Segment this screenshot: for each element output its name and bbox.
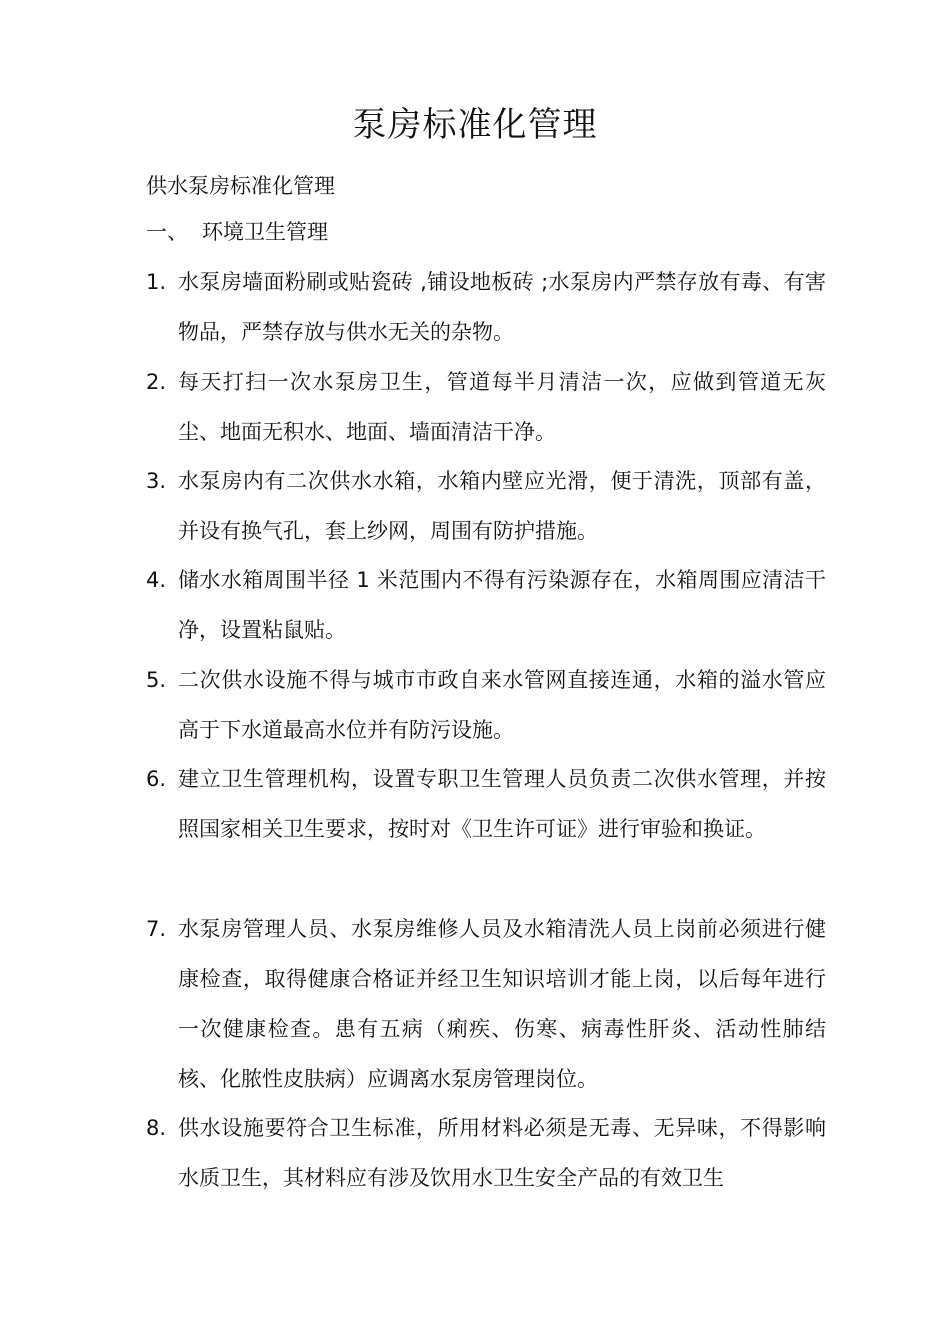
document-subtitle: 供水泵房标准化管理 bbox=[146, 174, 335, 198]
list-item-number: 8. bbox=[146, 1116, 167, 1140]
list-item-number: 1. bbox=[146, 270, 167, 294]
list-item-number: 5. bbox=[146, 668, 167, 692]
section-heading bbox=[146, 216, 328, 248]
list-item-text: 水泵房内有二次供水水箱，水箱内壁应光滑，便于清洗，顶部有盖，并设有换气孔，套上纱网，周围有防护措施。 bbox=[178, 469, 826, 543]
list-item-number: 6. bbox=[146, 767, 167, 791]
list-item-number: 4. bbox=[146, 568, 167, 592]
list-item-text: 水泵房墙面粉刷或贴瓷砖 ,铺设地板砖 ;水泵房内严禁存放有毒、有害物品，严禁存放与供水无关的杂物。 bbox=[178, 270, 826, 344]
section-number: 一、 bbox=[146, 220, 188, 244]
list-item-text: 二次供水设施不得与城市市政自来水管网直接连通，水箱的溢水管应高于下水道最高水位并有防污设施。 bbox=[178, 668, 826, 742]
list-item-text: 每天打扫一次水泵房卫生，管道每半月清洁一次，应做到管道无灰尘、地面无积水、地面、墙面清洁干净。 bbox=[178, 370, 826, 444]
list-item-text: 供水设施要符合卫生标准，所用材料必须是无毒、无异味，不得影响水质卫生，其材料应有涉及饮用水卫生安全产品的有效卫生 bbox=[178, 1116, 826, 1190]
list-item-text: 建立卫生管理机构，设置专职卫生管理人员负责二次供水管理，并按照国家相关卫生要求，按时对《卫生许可证》进行审验和换证。 bbox=[178, 767, 826, 841]
list-item-text: 储水水箱周围半径 1 米范围内不得有污染源存在，水箱周围应清洁干净，设置粘鼠贴。 bbox=[178, 568, 826, 642]
list-item-text: 水泵房管理人员、水泵房维修人员及水箱清洗人员上岗前必须进行健康检查，取得健康合格证并经卫生知识培训才能上岗，以后每年进行一次健康检查。患有五病（痢疾、伤寒、病毒性肝炎、活动性肺结核、化脓性皮肤病）应调离水泵房管理岗位。 bbox=[178, 917, 826, 1091]
section-title: 环境卫生管理 bbox=[202, 220, 328, 244]
list-item-number: 2. bbox=[146, 370, 167, 394]
list-item-number: 7. bbox=[146, 917, 167, 941]
list-item-number: 3. bbox=[146, 469, 167, 493]
document-title: 泵房标准化管理 bbox=[352, 105, 598, 145]
